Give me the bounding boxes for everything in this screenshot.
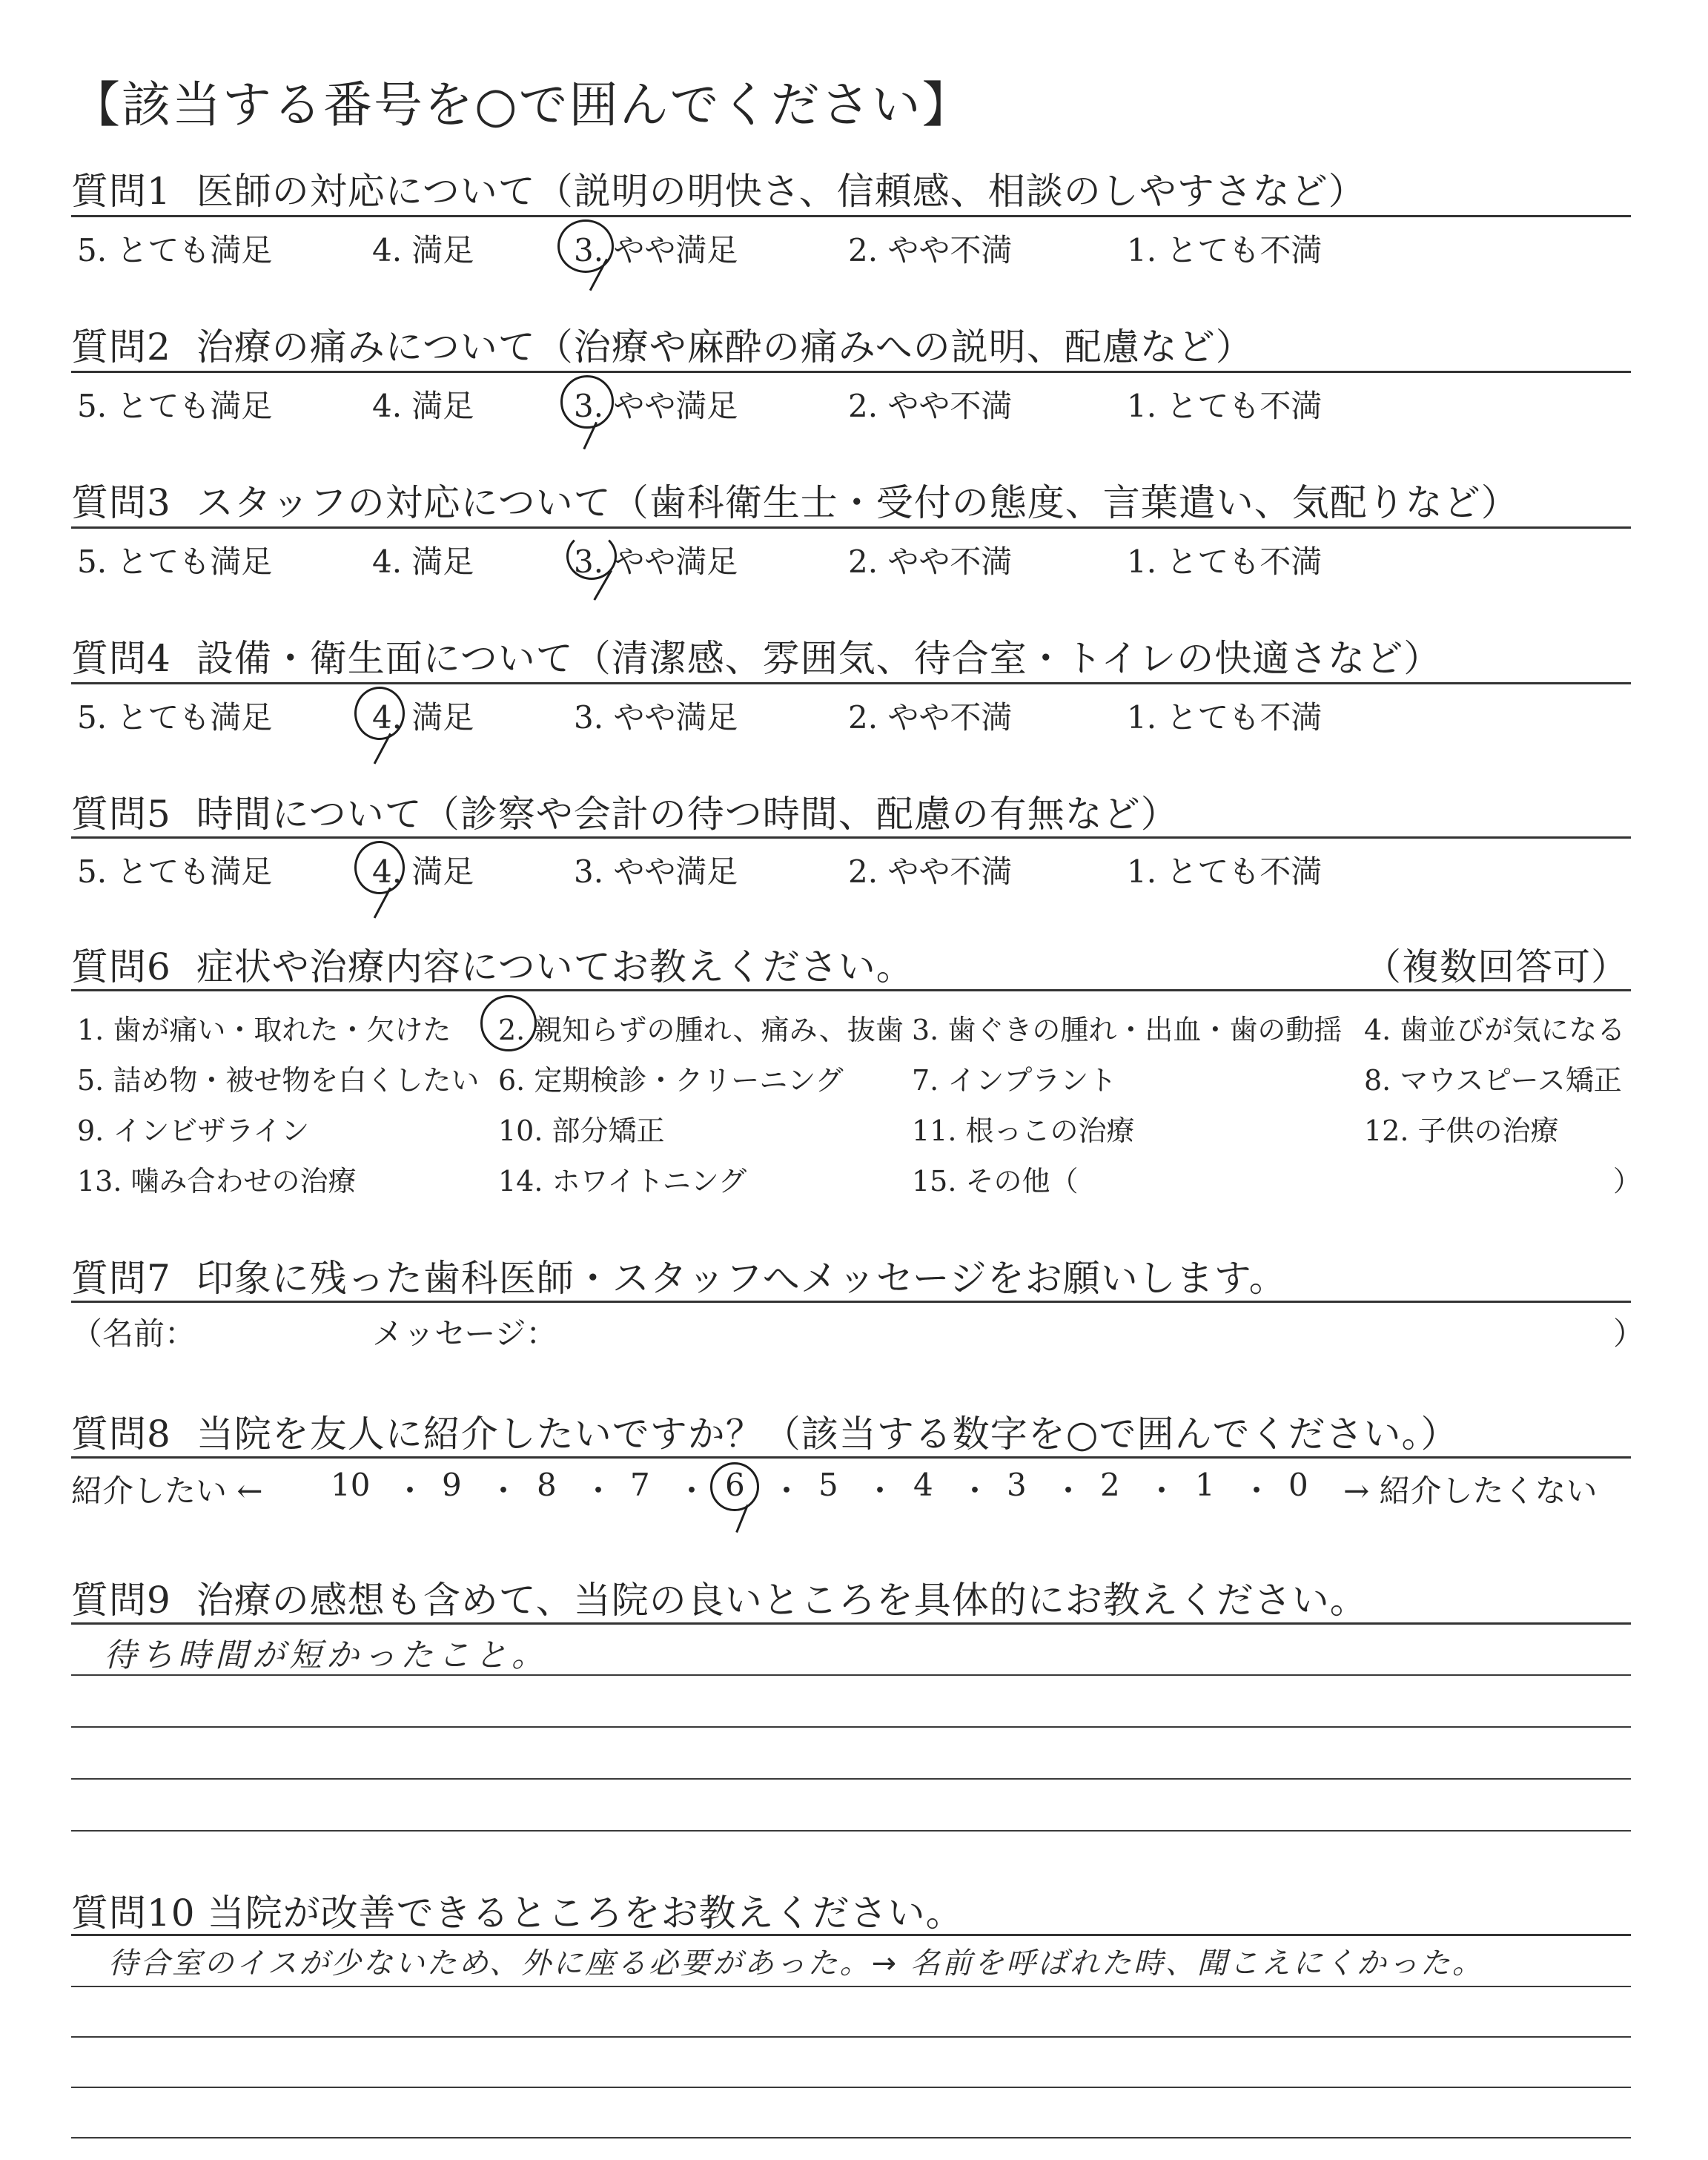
form-title: 【該当する番号を○で囲んでください】 xyxy=(71,76,973,133)
question-number: 質問4 xyxy=(71,637,171,680)
question-number: 質問2 xyxy=(71,326,171,369)
q5-option-5[interactable]: 5. とても満足 xyxy=(77,853,273,890)
q4-option-1[interactable]: 1. とても不満 xyxy=(1127,699,1323,736)
question-text: 設備・衛生面について（清潔感、雰囲気、待合室・トイレの快適さなど） xyxy=(196,637,1442,680)
question-text: 当院が改善できるところをお教えください。 xyxy=(207,1892,964,1935)
q4-selection-circle xyxy=(354,687,405,740)
q6-option-4[interactable]: 4. 歯並びが気になる xyxy=(1364,1014,1626,1046)
question-10-rule xyxy=(71,1934,1631,1936)
answer-line xyxy=(71,1674,1631,1676)
question-5-rule xyxy=(71,836,1631,839)
q6-option-9[interactable]: 9. インビザライン xyxy=(77,1114,310,1147)
q6-option-12[interactable]: 12. 子供の治療 xyxy=(1364,1114,1559,1147)
question-text: 治療の痛みについて（治療や麻酔の痛みへの説明、配慮など） xyxy=(196,326,1254,369)
question-8-rule xyxy=(71,1456,1631,1459)
scale-separator: ・ xyxy=(1146,1473,1178,1509)
q6-selection-circle xyxy=(480,995,537,1051)
recommend-right-label: → 紹介したくない xyxy=(1343,1473,1598,1509)
scale-7[interactable]: 7 xyxy=(630,1467,650,1503)
question-text: 印象に残った歯科医師・スタッフへメッセージをお願いします。 xyxy=(196,1257,1287,1300)
q6-option-15[interactable]: 15. その他（ xyxy=(912,1165,1079,1198)
question-number: 質問6 xyxy=(71,945,171,988)
q6-option-3[interactable]: 3. 歯ぐきの腫れ・出血・歯の動揺 xyxy=(912,1014,1343,1046)
question-text: 当院を友人に紹介したいですか？（該当する数字を○で囲んでください。） xyxy=(196,1413,1459,1456)
q3-option-5[interactable]: 5. とても満足 xyxy=(77,544,273,580)
question-6-heading xyxy=(71,937,914,991)
answer-line xyxy=(71,1986,1631,1987)
scale-separator: ・ xyxy=(1241,1473,1273,1509)
q10-handwritten-answer: 待合室のイスが少ないため、外に座る必要があった。→ 名前を呼ばれた時、聞こえにくかった。 xyxy=(108,1946,1484,1981)
q1-option-3[interactable]: 3. やや満足 xyxy=(574,232,738,268)
q3-option-4[interactable]: 4. 満足 xyxy=(372,544,474,580)
scale-5[interactable]: 5 xyxy=(818,1467,838,1503)
question-4-rule xyxy=(71,682,1631,684)
question-1-heading xyxy=(71,162,1366,215)
q6-option-11[interactable]: 11. 根っこの治療 xyxy=(912,1114,1135,1147)
q4-option-5[interactable]: 5. とても満足 xyxy=(77,699,273,736)
multiple-answers-note: （複数回答可） xyxy=(1364,945,1629,988)
scale-8[interactable]: 8 xyxy=(537,1467,557,1503)
q1-selection-circle xyxy=(557,219,614,273)
recommend-left-label: 紹介したい ← xyxy=(71,1473,263,1509)
q5-option-2[interactable]: 2. やや不満 xyxy=(848,853,1013,890)
question-number: 質問1 xyxy=(71,170,171,213)
scale-10[interactable]: 10 xyxy=(331,1467,371,1503)
q6-option-1[interactable]: 1. 歯が痛い・取れた・欠けた xyxy=(77,1014,451,1046)
question-number: 質問3 xyxy=(71,481,171,524)
q3-option-2[interactable]: 2. やや不満 xyxy=(848,544,1013,580)
answer-line xyxy=(71,1726,1631,1728)
scale-separator: ・ xyxy=(771,1473,803,1509)
q2-option-4[interactable]: 4. 満足 xyxy=(372,388,474,424)
question-number: 質問8 xyxy=(71,1413,171,1456)
q4-option-2[interactable]: 2. やや不満 xyxy=(848,699,1013,736)
q5-option-3[interactable]: 3. やや満足 xyxy=(574,853,738,890)
q6-option-6[interactable]: 6. 定期検診・クリーニング xyxy=(498,1064,844,1097)
question-number: 質問10 xyxy=(71,1892,196,1935)
question-text: 症状や治療内容についてお教えください。 xyxy=(196,945,914,988)
q6-option-10[interactable]: 10. 部分矯正 xyxy=(498,1114,665,1147)
question-6-rule xyxy=(71,989,1631,991)
scale-separator: ・ xyxy=(394,1473,426,1509)
question-3-heading xyxy=(71,473,1519,526)
scale-0[interactable]: 0 xyxy=(1288,1467,1308,1503)
answer-line xyxy=(71,2087,1631,2088)
scale-3[interactable]: 3 xyxy=(1007,1467,1027,1503)
question-2-heading xyxy=(71,317,1254,371)
scale-separator: ・ xyxy=(583,1473,615,1509)
scale-6[interactable]: 6 xyxy=(725,1467,745,1503)
scale-separator: ・ xyxy=(959,1473,991,1509)
question-9-rule xyxy=(71,1622,1631,1625)
q6-option-5[interactable]: 5. 詰め物・被せ物を白くしたい xyxy=(77,1064,480,1097)
question-10-heading xyxy=(71,1883,964,1937)
q5-option-4[interactable]: 4. 満足 xyxy=(372,853,474,890)
scale-separator: ・ xyxy=(676,1473,708,1509)
question-7-rule xyxy=(71,1301,1631,1303)
question-text: 治療の感想も含めて、当院の良いところを具体的にお教えください。 xyxy=(196,1579,1368,1622)
q5-option-1[interactable]: 1. とても不満 xyxy=(1127,853,1323,890)
q1-option-1[interactable]: 1. とても不満 xyxy=(1127,232,1323,268)
question-9-heading xyxy=(71,1571,1368,1624)
q3-option-1[interactable]: 1. とても不満 xyxy=(1127,544,1323,580)
q1-option-2[interactable]: 2. やや不満 xyxy=(848,232,1013,268)
q2-option-5[interactable]: 5. とても満足 xyxy=(77,388,273,424)
answer-line xyxy=(71,1830,1631,1832)
q9-handwritten-answer: 待ち時間が短かったこと。 xyxy=(104,1636,549,1674)
question-8-heading xyxy=(71,1404,1458,1458)
scale-separator: ・ xyxy=(488,1473,520,1509)
scale-separator: ・ xyxy=(864,1473,896,1509)
question-number: 質問9 xyxy=(71,1579,171,1622)
q4-option-4[interactable]: 4. 満足 xyxy=(372,699,474,736)
question-7-heading xyxy=(71,1249,1287,1302)
q6-option-2[interactable]: 2. 親知らずの腫れ、痛み、抜歯 xyxy=(498,1014,904,1046)
question-3-rule xyxy=(71,526,1631,529)
q2-option-2[interactable]: 2. やや不満 xyxy=(848,388,1013,424)
question-number: 質問7 xyxy=(71,1257,171,1300)
answer-line xyxy=(71,1778,1631,1780)
scale-separator: ・ xyxy=(1053,1473,1085,1509)
q6-option-14[interactable]: 14. ホワイトニング xyxy=(498,1165,747,1198)
scale-1[interactable]: 1 xyxy=(1195,1467,1215,1503)
q7-close-paren: ） xyxy=(1613,1315,1645,1352)
message-field-label[interactable]: メッセージ： xyxy=(372,1315,557,1352)
answer-line xyxy=(71,2036,1631,2038)
q6-other-close-paren: ） xyxy=(1613,1165,1642,1198)
question-2-rule xyxy=(71,371,1631,373)
q6-option-8[interactable]: 8. マウスピース矯正 xyxy=(1364,1064,1622,1097)
q5-selection-circle xyxy=(354,841,405,894)
q1-option-4[interactable]: 4. 満足 xyxy=(372,232,474,268)
q3-option-3[interactable]: 3. やや満足 xyxy=(574,544,738,580)
q2-option-3[interactable]: 3. やや満足 xyxy=(574,388,738,424)
question-text: スタッフの対応について（歯科衛生士・受付の態度、言葉遣い、気配りなど） xyxy=(196,481,1519,524)
question-5-heading xyxy=(71,785,1179,838)
scale-9[interactable]: 9 xyxy=(442,1467,462,1503)
answer-line xyxy=(71,2137,1631,2138)
question-4-heading xyxy=(71,629,1441,682)
q2-selection-circle xyxy=(560,375,614,429)
question-number: 質問5 xyxy=(71,793,171,836)
q8-selection-circle xyxy=(710,1462,759,1511)
q4-option-3[interactable]: 3. やや満足 xyxy=(574,699,738,736)
q1-option-5[interactable]: 5. とても満足 xyxy=(77,232,273,268)
q2-option-1[interactable]: 1. とても不満 xyxy=(1127,388,1323,424)
question-1-rule xyxy=(71,215,1631,217)
question-text: 時間について（診察や会計の待つ時間、配慮の有無など） xyxy=(196,793,1179,836)
question-text: 医師の対応について（説明の明快さ、信頼感、相談のしやすさなど） xyxy=(196,170,1366,213)
q6-option-7[interactable]: 7. インプラント xyxy=(912,1064,1117,1097)
q6-option-13[interactable]: 13. 噛み合わせの治療 xyxy=(77,1165,357,1198)
name-field-label[interactable]: （名前： xyxy=(71,1315,196,1352)
scale-2[interactable]: 2 xyxy=(1100,1467,1120,1503)
scale-4[interactable]: 4 xyxy=(913,1467,933,1503)
